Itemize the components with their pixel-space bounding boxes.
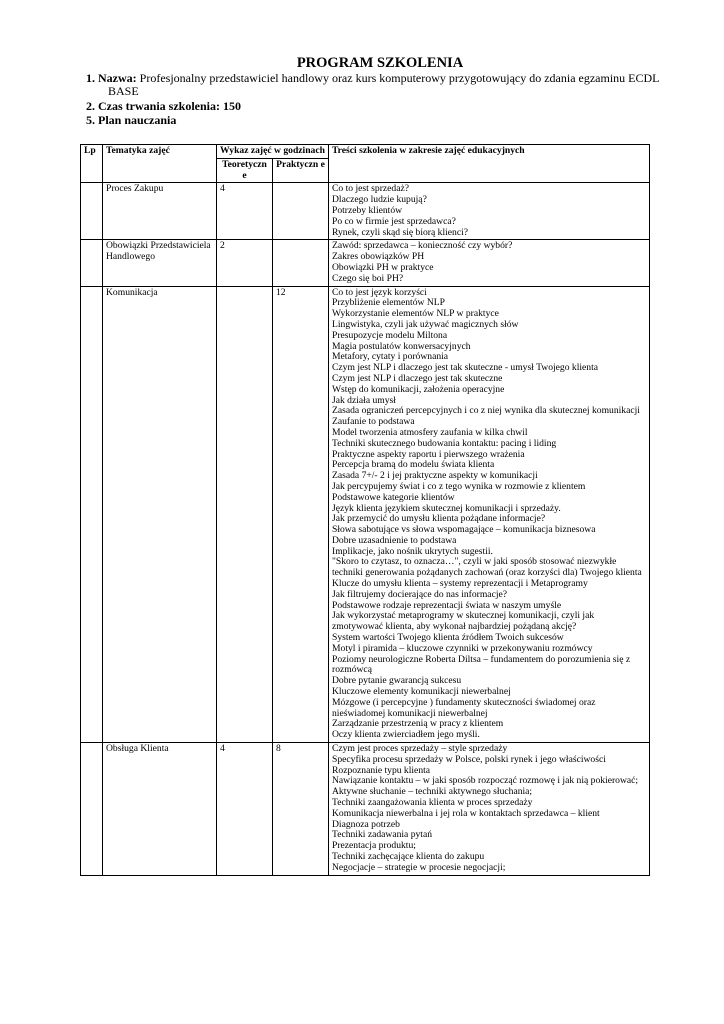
row-contents [329,743,650,876]
content-item: Magia postulatów konwersacyjnych [332,340,471,352]
content-item: Jak wykorzystać metaprogramy w skutecznej komunikacji, czyli jak zmotywować klienta, aby wykonał najbardziej pożądaną akcję? [332,610,595,633]
content-item: Metafory, cytaty i porównania [332,351,449,363]
table-row [81,183,650,240]
curriculum-table [80,144,650,876]
row-practice-hours [273,240,329,286]
content-item: Techniki zaangażowania klienta w proces sprzedaży [332,797,533,809]
row-topic: Obowiązki Przedstawiciela Handlowego [103,240,217,286]
content-item: Diagnoza potrzeb [332,818,400,830]
header-theory: Teoretyczn e [217,158,273,183]
content-item: Model tworzenia atmosfery zaufania w kilka chwil [332,426,528,438]
content-item: Kluczowe elementy komunikacji niewerbalnej [332,686,511,698]
content-item: Implikacje, jako nośnik ukrytych sugestii. [332,545,493,557]
content-item: Wstęp do komunikacji, założenia operacyjne [332,383,505,395]
table-row [81,286,650,742]
content-item: Wykorzystanie elementów NLP w praktyce [332,308,499,320]
content-item: Jak działa umysł [332,394,396,406]
content-item: Zaufanie to podstawa [332,416,415,428]
header-practice: Praktyczn e [273,158,329,183]
content-item: Specyfika procesu sprzedaży w Polsce, polski rynek i jego właściwości [332,753,606,765]
content-item: Nawiązanie kontaktu – w jaki sposób rozpocząć rozmowę i jak nią pokierować; [332,775,639,787]
table-row [81,743,650,876]
row-lp [81,183,103,240]
content-item: Przybliżenie elementów NLP [332,297,445,309]
content-item: Czym jest NLP i dlaczego jest tak skuteczne [332,372,503,384]
content-item: System wartości Twojego klienta źródłem Twoich sukcesów [332,632,564,644]
row-topic: Proces Zakupu [103,183,217,240]
content-item: Potrzeby klientów [332,204,403,216]
row-theory-hours [217,286,273,742]
teaching-plan-heading: 5. Plan nauczania [86,113,177,127]
content-item: Techniki zadawania pytań [332,829,433,841]
content-item: Klucze do umysłu klienta – systemy reprezentacji i Metaprogramy [332,578,588,590]
content-item: Zasada 7+/- 2 i jej praktyczne aspekty w komunikacji [332,470,538,482]
course-duration: 2. Czas trwania szkolenia: 150 [86,99,241,113]
header-topic: Tematyka zajęć [103,145,217,183]
content-item: Komunikacja niewerbalna i jej rola w kontaktach sprzedawca – klient [332,807,600,819]
content-item: Dobre uzasadnienie to podstawa [332,534,457,546]
header-hours: Wykaz zajęć w godzinach [217,145,329,159]
content-item: Percepcja bramą do modelu świata klienta [332,459,495,471]
content-item: Zawód: sprzedawca – konieczność czy wybór? [332,240,513,252]
content-item: Motyl i piramida – kluczowe czynniki w przekonywaniu rozmówcy [332,642,593,654]
content-item: Praktyczne aspekty raportu i pierwszego wrażenia [332,448,525,460]
page-title: PROGRAM SZKOLENIA [296,55,464,71]
content-item: Mózgowe (i percepcyjne ) fundamenty skuteczności świadomej oraz nieświadomej komunikacji niewerbalnej [332,696,596,719]
content-item: Prezentacja produktu; [332,840,416,852]
table-header-row [81,145,650,159]
content-item: Negocjacje – strategie w procesie negocjacji; [332,861,506,873]
content-item: Język klienta językiem skutecznej komunikacji i sprzedaży. [332,502,561,514]
table-row [81,240,650,286]
row-lp [81,240,103,286]
content-item: Czego się boi PH? [332,272,404,284]
row-contents [329,183,650,240]
content-item: Zasada ograniczeń percepcyjnych i co z niej wynika dla skutecznej komunikacji [332,405,640,417]
content-item: Presupozycje modelu Miltona [332,329,448,341]
content-item: Zakres obowiązków PH [332,251,425,263]
content-item: Aktywne słuchanie – techniki aktywnego słuchania; [332,786,533,798]
row-theory-hours: 4 [217,743,273,876]
row-topic: Komunikacja [103,286,217,742]
course-name-value-continued: BASE [108,84,139,98]
row-practice-hours: 8 [273,743,329,876]
content-item: Co to jest język korzyści [332,286,427,298]
content-item: Oczy klienta zwierciadłem jego myśli. [332,729,480,741]
row-practice-hours [273,183,329,240]
row-lp [81,743,103,876]
content-item: Podstawowe rodzaje reprezentacji świata w naszym umyśle [332,599,562,611]
course-name-label: 1. Nazwa: [86,71,137,85]
content-item: Poziomy neurologiczne Roberta Diltsa – fundamentem do porozumienia się z rozmówcą [332,653,631,676]
content-item: Podstawowe kategorie klientów [332,491,455,503]
row-contents [329,240,650,286]
content-item: Jak filtrujemy docierające do nas informacje? [332,588,508,600]
course-name [86,72,686,98]
header-lp: Lp [81,145,103,183]
row-contents [329,286,650,742]
row-lp [81,286,103,742]
course-name-value: Profesjonalny przedstawiciel handlowy oraz kurs komputerowy przygotowujący do zdania egzaminu ECDL [139,71,660,85]
content-item: Jak przemycić do umysłu klienta pożądane informacje? [332,513,546,525]
content-item: Czym jest proces sprzedaży – style sprzedaży [332,743,508,755]
content-item: Dobre pytanie gwarancją sukcesu [332,675,462,687]
row-theory-hours: 2 [217,240,273,286]
content-item: Dlaczego ludzie kupują? [332,194,427,206]
content-item: Słowa sabotujące vs słowa wspomagające – komunikacja biznesowa [332,524,596,536]
content-item: Rynek, czyli skąd się biorą klienci? [332,226,469,238]
row-theory-hours: 4 [217,183,273,240]
content-item: "Skoro to czytasz, to oznacza…", czyli w jaki sposób stosować niezwykłe techniki generowania pożądanych zachowań (oraz korzyści dla) Twojego klienta [332,556,642,579]
row-topic: Obsługa Klienta [103,743,217,876]
content-item: Po co w firmie jest sprzedawca? [332,215,456,227]
content-item: Techniki skutecznego budowania kontaktu: pacing i liding [332,437,557,449]
content-item: Rozpoznanie typu klienta [332,764,431,776]
content-item: Obowiązki PH w praktyce [332,261,434,273]
content-item: Jak percypujemy świat i co z tego wynika w rozmowie z klientem [332,480,586,492]
content-item: Lingwistyka, czyli jak używać magicznych słów [332,318,519,330]
content-item: Czym jest NLP i dlaczego jest tak skuteczne - umysł Twojego klienta [332,362,599,374]
content-item: Zarządzanie przestrzenią w pracy z klientem [332,718,504,730]
content-item: Techniki zachęcające klienta do zakupu [332,851,485,862]
content-item: Co to jest sprzedaż? [332,183,409,195]
row-practice-hours: 12 [273,286,329,742]
header-content: Treści szkolenia w zakresie zajęć edukacyjnych [329,145,650,183]
